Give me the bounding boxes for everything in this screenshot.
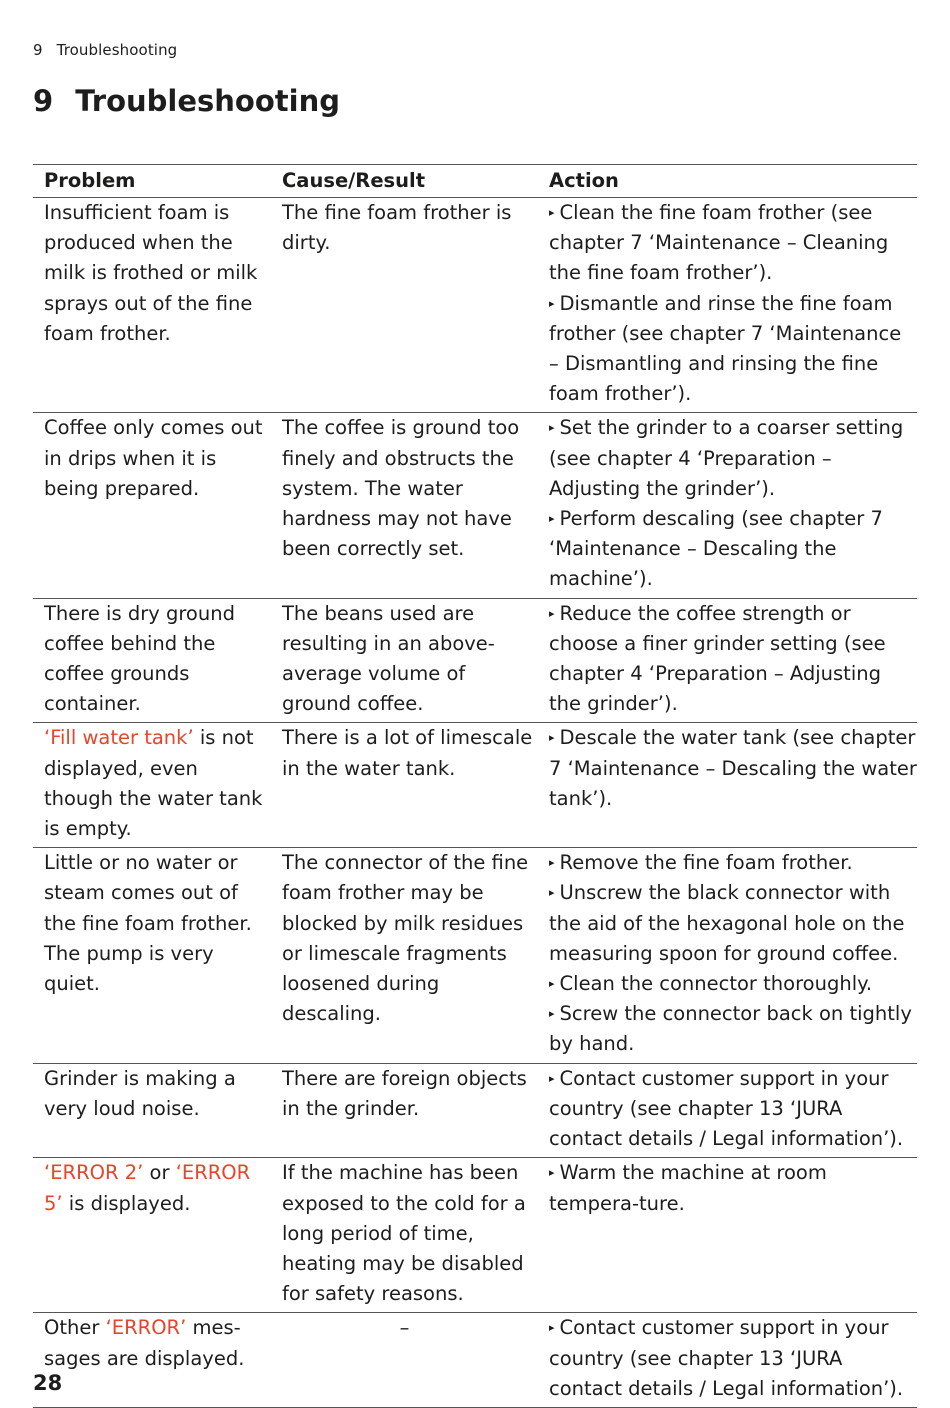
problem-text: is displayed.	[62, 1191, 191, 1215]
triangle-right-icon: ▸	[549, 512, 555, 526]
action-item	[549, 969, 917, 999]
action-text: Perform descaling (see chapter 7 ‘Maintenance – Descaling the machine’).	[549, 507, 883, 591]
header-action: Action	[538, 165, 917, 198]
running-head-number: 9	[33, 41, 43, 59]
table-row	[33, 1313, 917, 1408]
problem-text: Insufficient foam is produced when the milk is frothed or milk sprays out of the fine foam frother.	[44, 201, 258, 345]
action-text: Set the grinder to a coarser setting (see chapter 4 ‘Preparation – Adjusting the grinder’).	[549, 416, 904, 500]
triangle-right-icon: ▸	[549, 977, 555, 991]
problem-cell	[33, 413, 271, 598]
problem-text: Little or no water or steam comes out of the fine foam frother. The pump is very quiet.	[44, 851, 252, 996]
cause-text: –	[399, 1316, 410, 1340]
problem-cell	[33, 1158, 271, 1313]
display-message: ‘Fill water tank’	[44, 726, 194, 750]
cause-text: The beans used are resulting in an above-average volume of ground coffee.	[282, 601, 495, 716]
table-row	[33, 598, 917, 723]
action-text: Remove the fine foam frother.	[559, 851, 853, 875]
problem-cell	[33, 198, 271, 413]
table-row	[33, 413, 917, 598]
problem-text: is not displayed, even though the water tank is empty.	[44, 726, 263, 841]
problem-text: or	[143, 1161, 176, 1185]
problem-cell	[33, 723, 271, 848]
cause-cell	[271, 848, 538, 1063]
problem-text: Coffee only comes out in drips when it is being prepared.	[44, 416, 263, 500]
triangle-right-icon: ▸	[549, 731, 555, 745]
cause-cell	[271, 1158, 538, 1313]
problem-text: Other	[44, 1316, 106, 1340]
cause-text: The connector of the fine foam frother may be blocked by milk residues or limescale fragments loosened during descaling.	[282, 851, 529, 1026]
triangle-right-icon: ▸	[549, 1321, 555, 1335]
action-cell	[538, 598, 917, 723]
action-text: Dismantle and rinse the fine foam frother (see chapter 7 ‘Maintenance – Dismantling and rinsing the fine foam frother’).	[549, 291, 902, 406]
problem-cell	[33, 848, 271, 1063]
display-message: ‘ERROR 2’	[44, 1161, 144, 1185]
action-item	[549, 1064, 917, 1155]
cause-text: The coffee is ground too finely and obstructs the system. The water hardness may not have been correctly set.	[282, 416, 520, 561]
troubleshooting-table	[33, 164, 917, 1408]
running-head	[33, 41, 177, 59]
header-cause: Cause/Result	[271, 165, 538, 198]
triangle-right-icon: ▸	[549, 296, 555, 310]
problem-cell	[33, 1063, 271, 1158]
chapter-number: 9	[33, 84, 54, 118]
cause-cell	[271, 723, 538, 848]
triangle-right-icon: ▸	[549, 1071, 555, 1085]
action-text: Contact customer support in your country (see chapter 13 ‘JURA contact details / Legal information’).	[549, 1316, 904, 1400]
problem-cell	[33, 598, 271, 723]
cause-cell	[271, 598, 538, 723]
triangle-right-icon: ▸	[549, 1007, 555, 1021]
action-text: Descale the water tank (see chapter 7 ‘Maintenance – Descaling the water tank’).	[549, 726, 917, 810]
problem-text: Grinder is making a very loud noise.	[44, 1066, 236, 1120]
action-cell	[538, 413, 917, 598]
action-item	[549, 999, 917, 1059]
triangle-right-icon: ▸	[549, 856, 555, 870]
chapter-heading	[33, 84, 340, 118]
page-number: 28	[33, 1371, 63, 1395]
problem-text: There is dry ground coffee behind the coffee grounds container.	[44, 601, 235, 716]
action-item	[549, 723, 917, 814]
table-row	[33, 1158, 917, 1313]
triangle-right-icon: ▸	[549, 206, 555, 219]
action-cell	[538, 1313, 917, 1408]
cause-text: If the machine has been exposed to the cold for a long period of time, heating may be disabled for safety reasons.	[282, 1161, 526, 1306]
table-row	[33, 723, 917, 848]
running-head-title: Troubleshooting	[56, 41, 178, 59]
action-text: Reduce the coffee strength or choose a finer grinder setting (see chapter 4 ‘Preparation – Adjusting the grinder’).	[549, 601, 886, 716]
chapter-title: Troubleshooting	[75, 84, 340, 118]
display-message: ‘ERROR’	[105, 1316, 187, 1340]
action-item	[549, 504, 917, 595]
action-item	[549, 848, 917, 878]
table-body	[33, 198, 917, 1408]
cause-text: The fine foam frother is dirty.	[282, 201, 512, 255]
action-text: Warm the machine at room tempera-ture.	[549, 1161, 827, 1215]
action-text: Unscrew the black connector with the aid of the hexagonal hole on the measuring spoon for ground coffee.	[549, 881, 905, 965]
action-text: Contact customer support in your country (see chapter 13 ‘JURA contact details / Legal information’).	[549, 1066, 904, 1151]
triangle-right-icon: ▸	[549, 606, 555, 620]
table-header-row	[33, 165, 917, 198]
action-item	[549, 599, 917, 720]
triangle-right-icon: ▸	[549, 1166, 555, 1180]
action-text: Screw the connector back on tightly by hand.	[549, 1002, 912, 1056]
cause-cell	[271, 1063, 538, 1158]
action-cell	[538, 723, 917, 848]
problem-text: mes-sages are displayed.	[44, 1316, 245, 1370]
table-row	[33, 1063, 917, 1158]
cause-cell	[271, 413, 538, 598]
header-problem: Problem	[33, 165, 271, 198]
action-item	[549, 198, 917, 289]
action-item	[549, 1158, 917, 1218]
cause-cell	[271, 1313, 538, 1408]
triangle-right-icon: ▸	[549, 421, 555, 435]
problem-cell	[33, 1313, 271, 1408]
action-item	[549, 878, 917, 969]
action-item	[549, 413, 917, 504]
triangle-right-icon: ▸	[549, 886, 555, 900]
action-text: Clean the connector thoroughly.	[559, 972, 873, 996]
cause-cell	[271, 198, 538, 413]
action-cell	[538, 198, 917, 413]
action-cell	[538, 1063, 917, 1158]
display-message: ‘ERROR 5’	[44, 1161, 251, 1215]
table-row	[33, 848, 917, 1063]
action-item	[549, 289, 917, 410]
action-cell	[538, 848, 917, 1063]
table-row	[33, 198, 917, 413]
action-cell	[538, 1158, 917, 1313]
cause-text: There are foreign objects in the grinder.	[282, 1066, 527, 1120]
action-item	[549, 1313, 917, 1404]
cause-text: There is a lot of limescale in the water tank.	[282, 726, 533, 780]
action-text: Clean the fine foam frother (see chapter 7 ‘Maintenance – Cleaning the fine foam frother’).	[549, 201, 889, 285]
